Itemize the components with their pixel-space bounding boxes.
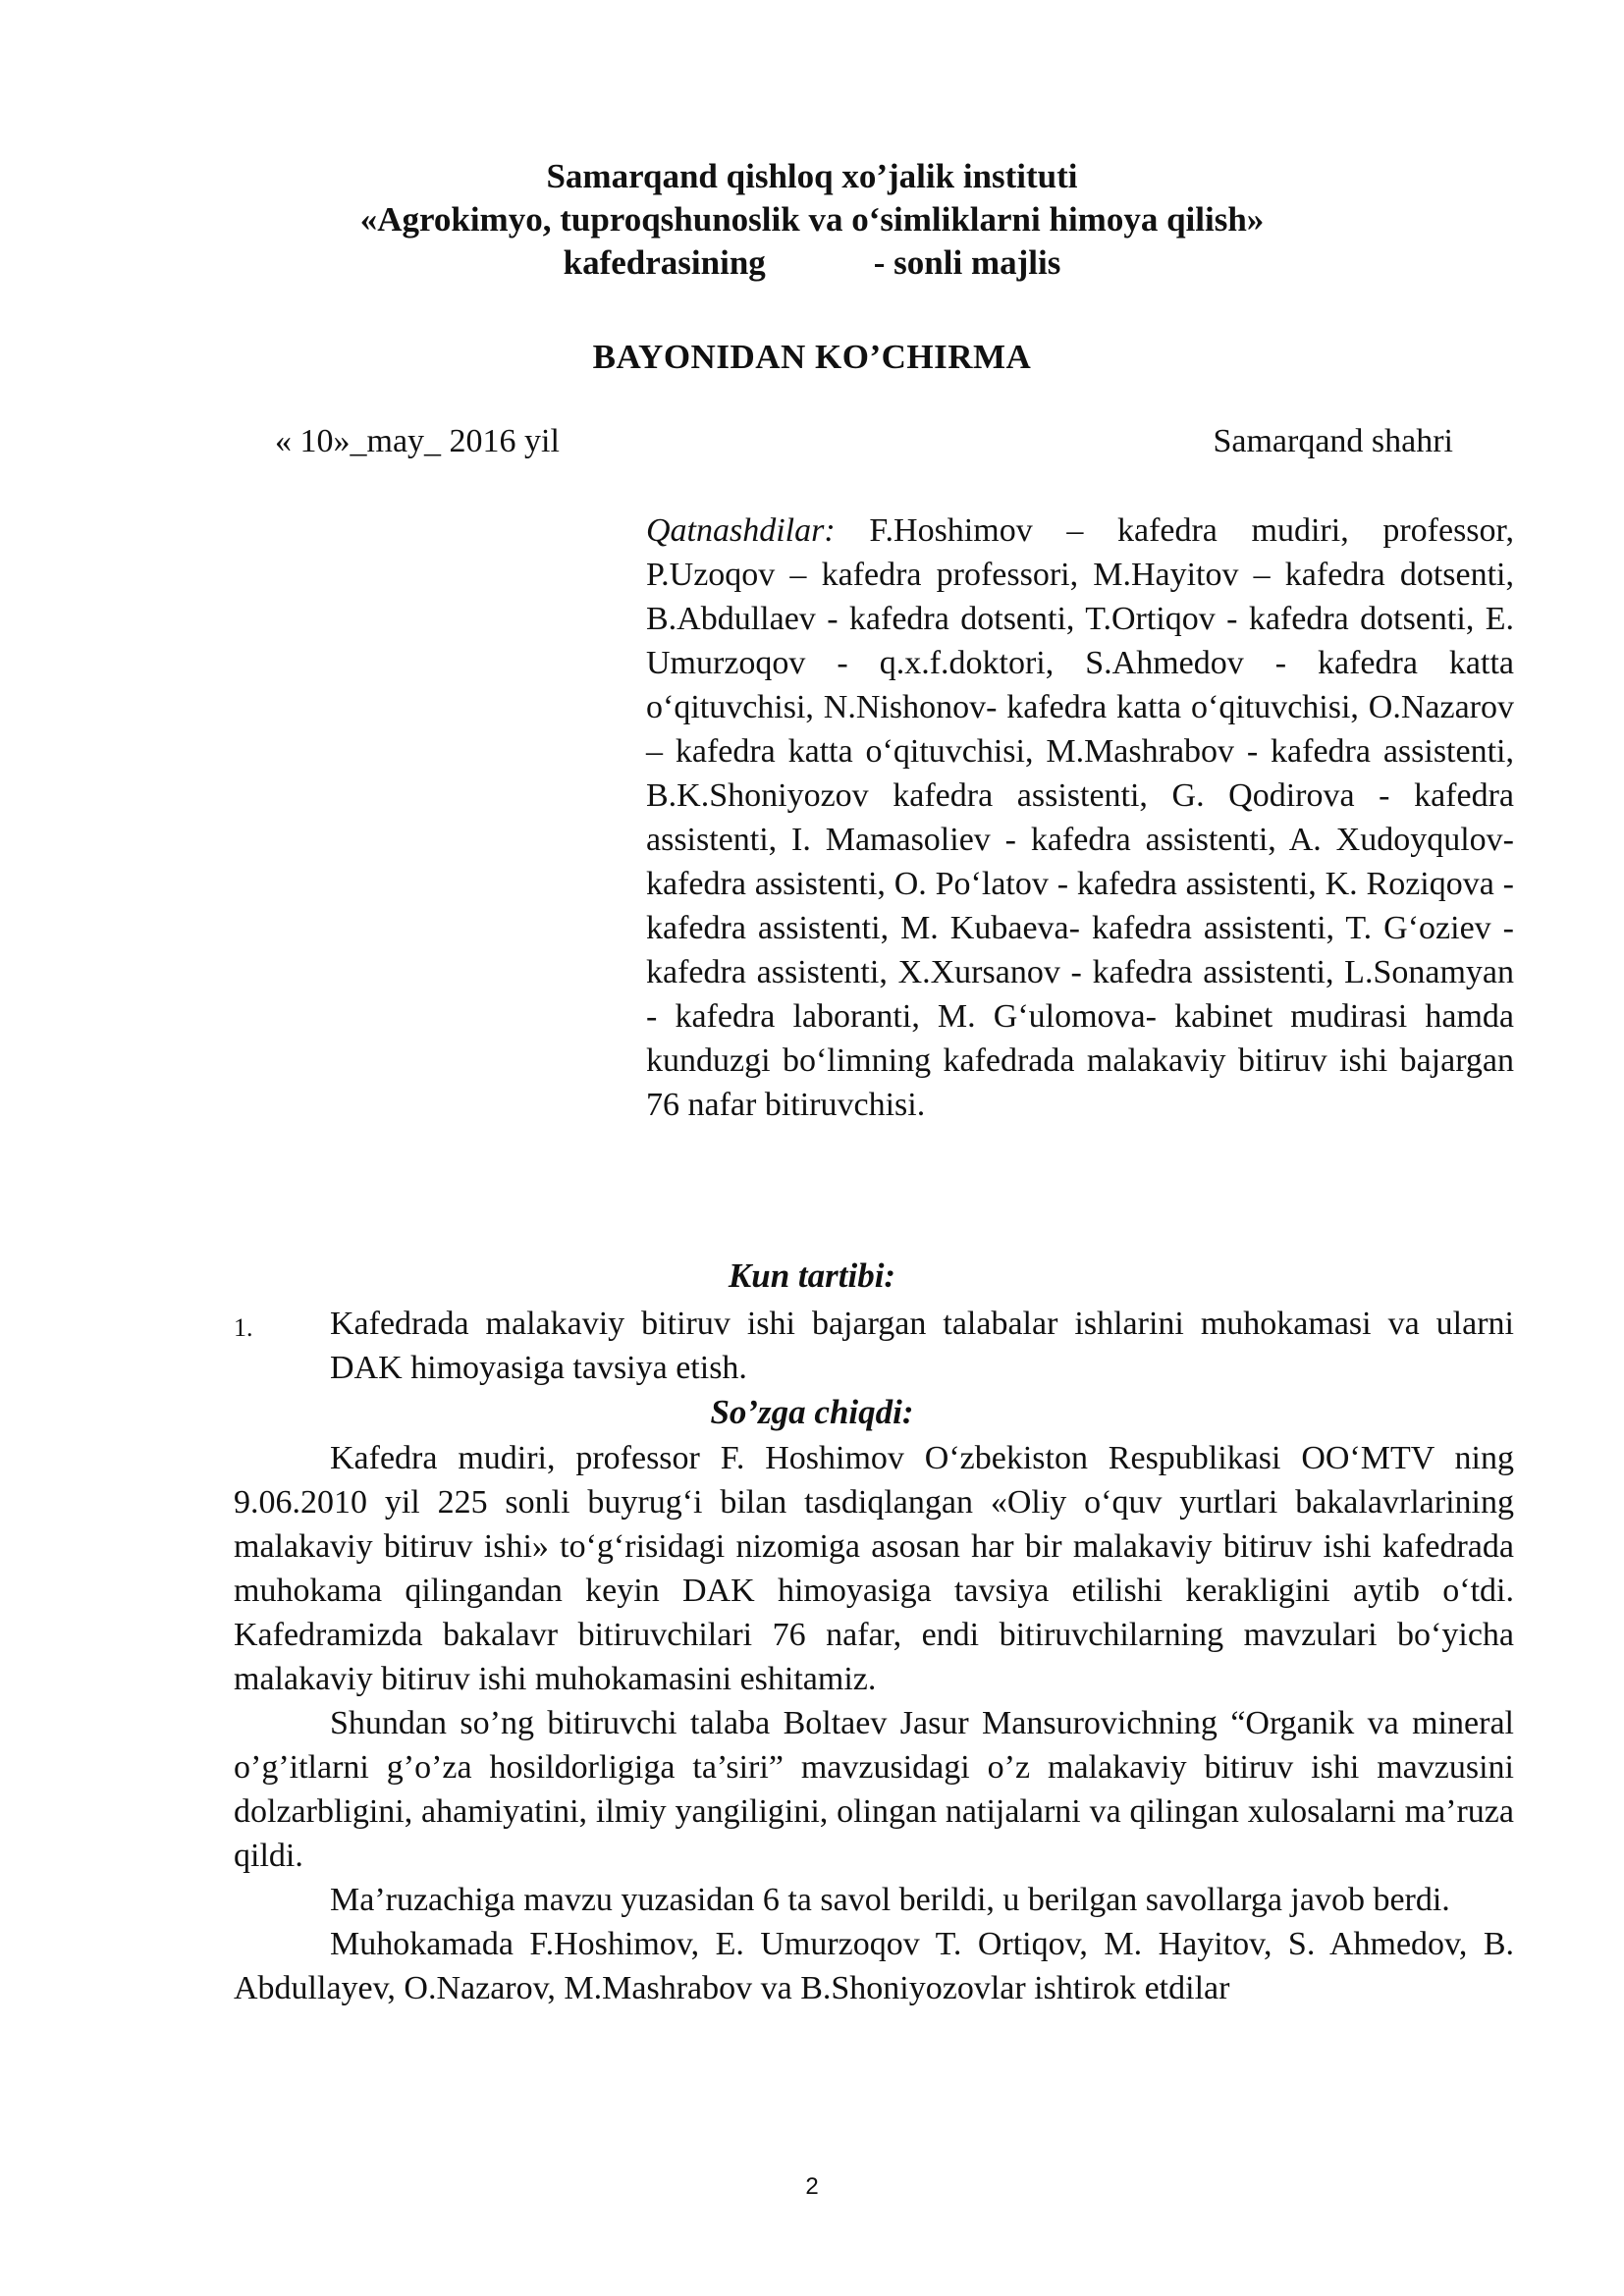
agenda-item-number: 1. — [234, 1313, 253, 1342]
speech-paragraph: Shundan so’ng bitiruvchi talaba Boltaev Jasur Mansurovichning “Organik va mineral o’g’itlarni g’o’za hosildorligiga ta’siri” mavzusidagi o’z malakaviy bitiruv ishi mavzusini dolzarbligini, ahamiyatini, ilmiy yangiligini, olingan natijalarni va qilingan xulosalarni ma’ruza qildi. — [234, 1705, 1514, 1874]
agenda-item — [234, 1302, 1514, 1390]
agenda-title: Kun tartibi: — [728, 1256, 896, 1295]
meeting-line-right: - sonli majlis — [873, 243, 1061, 282]
attendees-block — [646, 508, 1514, 1127]
attendees-label: Qatnashdilar: — [646, 512, 836, 549]
speech-paragraph: Muhokamada F.Hoshimov, E. Umurzoqov T. Ortiqov, M. Hayitov, S. Ahmedov, B. Abdullayev, O.Nazarov, M.Mashrabov va B.Shoniyozovlar ishtirok etdilar — [234, 1926, 1514, 2006]
agenda-item-text: Kafedrada malakaviy bitiruv ishi bajargan talabalar ishlarini muhokamasi va ularni DAK himoyasiga tavsiya etish. — [330, 1306, 1514, 1386]
speech-title: So’zga chiqdi: — [710, 1393, 914, 1431]
meeting-line-left: kafedrasining — [563, 243, 766, 282]
meeting-date: « 10»_may_ 2016 yil — [275, 423, 560, 459]
speech-paragraph: Ma’ruzachiga mavzu yuzasidan 6 ta savol berildi, u berilgan savollarga javob berdi. — [330, 1882, 1450, 1918]
meeting-line — [0, 241, 1624, 285]
institution-header — [0, 155, 1624, 285]
page-number: 2 — [805, 2173, 819, 2200]
document-title: BAYONIDAN KO’CHIRMA — [592, 338, 1032, 376]
speech-body — [234, 1436, 1514, 2010]
institution-name: Samarqand qishloq xo’jalik instituti — [546, 157, 1078, 195]
meeting-city: Samarqand shahri — [1213, 423, 1453, 459]
attendees-list: F.Hoshimov – kafedra mudiri, professor, P.Uzoqov – kafedra professori, M.Hayitov – kafedra dotsenti, B.Abdullaev - kafedra dotsenti, T.Ortiqov - kafedra dotsenti, E. Umurzoqov - q.x.f.doktori, S.Ahmedov - kafedra katta o‘qituvchisi, N.Nishonov- kafedra katta o‘qituvchisi, O.Nazarov – kafedra katta o‘qituvchisi, M.Mashrabov - kafedra assistenti, B.K.Shoniyozov kafedra assistenti, G. Qodirova - kafedra assistenti, I. Mamasoliev - kafedra assistenti, A. Xudoyqulov- kafedra assistenti, O. Po‘latov - kafedra assistenti, K. Roziqova - kafedra assistenti, M. Kubaeva- kafedra assistenti, T. G‘oziev - kafedra assistenti, X.Xursanov - kafedra assistenti, L.Sonamyan - kafedra laboranti, M. G‘ulomova- kabinet mudirasi hamda kunduzgi bo‘limning kafedrada malakaviy bitiruv ishi bajargan 76 nafar bitiruvchisi. — [646, 512, 1514, 1123]
speech-paragraph: Kafedra mudiri, professor F. Hoshimov O‘zbekiston Respublikasi OO‘MTV ning 9.06.2010 yil 225 sonli buyrug‘i bilan tasdiqlangan «Oliy o‘quv yurtlari bakalavrlarining malakaviy bitiruv ishi» to‘g‘risidagi nizomiga asosan har bir malakaviy bitiruv ishi kafedrada muhokama qilingandan keyin DAK himoyasiga tavsiya etilishi kerakligini aytib o‘tdi. Kafedramizda bakalavr bitiruvchilari 76 nafar, endi bitiruvchilarning mavzulari bo‘yicha malakaviy bitiruv ishi muhokamasini eshitamiz. — [234, 1440, 1514, 1697]
department-name: «Agrokimyo, tuproqshunoslik va o‘simliklarni himoya qilish» — [359, 200, 1265, 239]
